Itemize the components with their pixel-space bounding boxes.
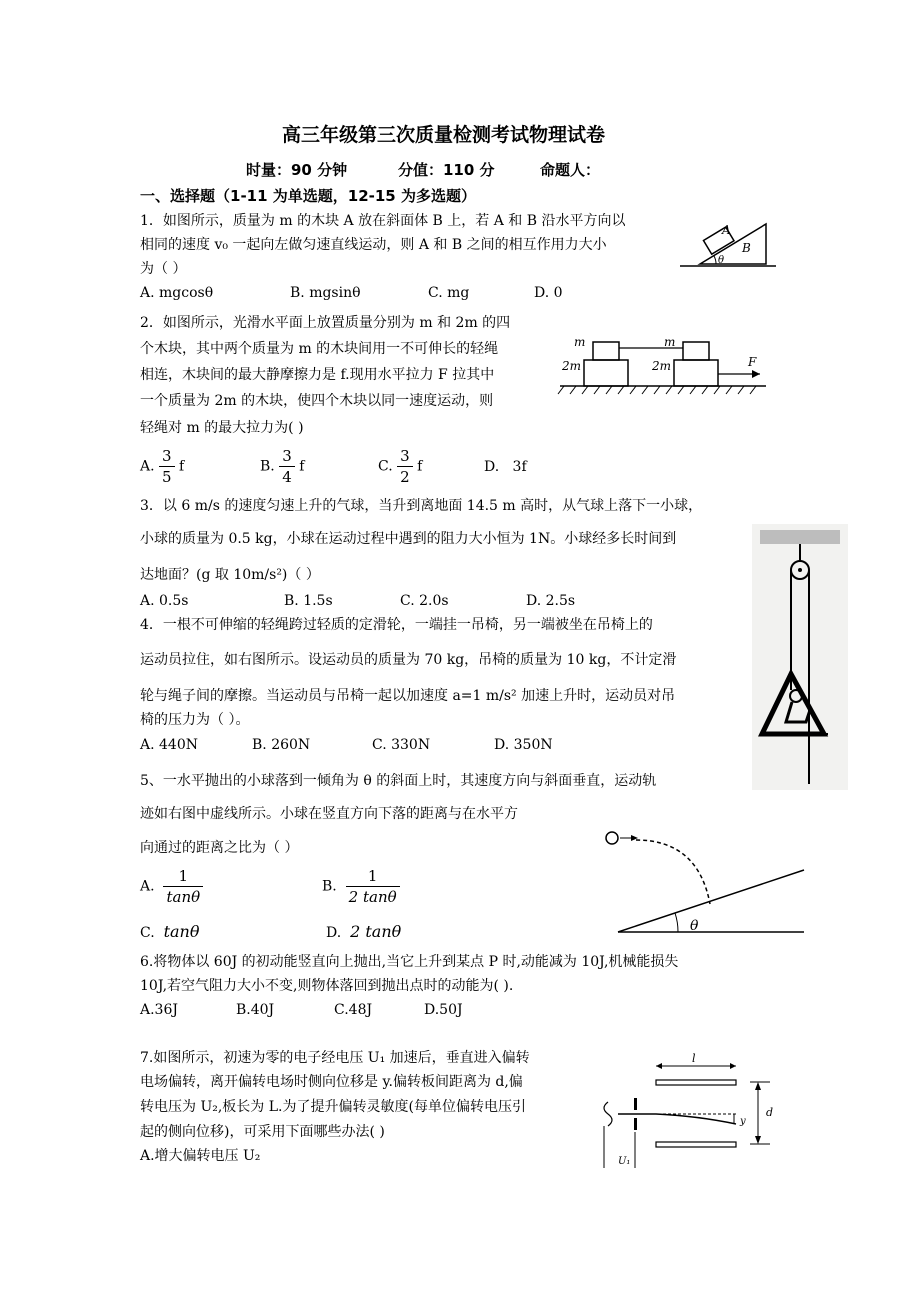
q7-label-l: l [692,1052,696,1065]
q3-option-b: B. 1.5s [284,593,333,609]
q4-line: 运动员拉住，如右图所示。设运动员的质量为 70 kg，吊椅的质量为 10 kg，不计定滑 [140,652,677,668]
exam-time: 时量：90 分钟 [246,161,348,179]
exam-score: 分值：110 分 [398,161,495,179]
q4-pulley-figure [752,524,848,790]
q5-label-theta: θ [690,918,699,934]
q1-incline-figure [680,210,780,272]
q7-deflection-figure [598,1052,784,1174]
q2-label-2m: 2m [562,359,582,373]
fraction: $\frac{3}{4}$ [279,446,295,487]
q7-line: 电场偏转，离开偏转电场时侧向位移是 y.偏转板间距离为 d,偏 [140,1074,523,1090]
q4-line: 轮与绳子间的摩擦。当运动员与吊椅一起以加速度 a=1 m/s² 加速上升时，运动员对吊 [140,688,676,704]
q2-line: 相连，木块间的最大静摩擦力是 f.现用水平拉力 F 拉其中 [140,367,495,383]
q5-option-c: C. tanθ [140,922,200,941]
q4-option-c: C. 330N [372,737,431,753]
q4-option-b: B. 260N [252,737,311,753]
q4-option-d: D. 350N [494,737,553,753]
q5-line: 迹如右图中虚线所示。小球在竖直方向下落的距离与在水平方 [140,806,518,822]
q5-line: 5、一水平抛出的小球落到一倾角为 θ 的斜面上时，其速度方向与斜面垂直，运动轨 [140,773,657,789]
q3-line: 3．以 6 m/s 的速度匀速上升的气球，当升到离地面 14.5 m 高时，从气球上落下一小球， [140,498,703,514]
q2-blocks-figure [560,334,770,400]
q3-line: 达地面？(g 取 10m/s²)（ ） [140,567,320,583]
q4-option-a: A. 440N [140,737,198,753]
q5-projectile-figure [598,826,808,938]
q1-option-a: A. mgcosθ [140,285,214,301]
q2-line: 个木块，其中两个质量为 m 的木块间用一不可伸长的轻绳 [140,341,499,357]
page-title: 高三年级第三次质量检测考试物理试卷 [282,124,606,146]
q6-line: 10J,若空气阻力大小不变,则物体落回到抛出点时的动能为( ). [140,978,514,994]
q7-line: 转电压为 U₂,板长为 L.为了提升偏转灵敏度(每单位偏转电压引 [140,1099,526,1115]
q3-option-c: C. 2.0s [400,593,449,609]
fraction: $\frac{1}{2 \tan\theta}$ [346,866,400,907]
q7-label-y: y [740,1116,746,1127]
q3-line: 小球的质量为 0.5 kg，小球在运动过程中遇到的阻力大小恒为 1N。小球经多长时间到 [140,531,677,547]
q1-option-c: C. mg [428,285,470,301]
q2-line: 2．如图所示，光滑水平面上放置质量分别为 m 和 2m 的四 [140,315,511,331]
q2-line: 一个质量为 2m 的木块，使四个木块以同一速度运动，则 [140,393,494,409]
q4-line: 4．一根不可伸缩的轻绳跨过轻质的定滑轮，一端挂一吊椅，另一端被坐在吊椅上的 [140,617,653,633]
q3-option-a: A. 0.5s [140,593,189,609]
q6-option-a: A.36J [140,1002,178,1018]
fraction: $\frac{3}{5}$ [159,446,175,487]
q2-option-a: A. $\frac{3}{5}$ f [140,447,185,486]
q1-line: 为（ ） [140,261,187,277]
fraction: $\frac{3}{2}$ [397,446,413,487]
q7-label-u1: U₁ [618,1156,631,1167]
q5-option-a: A. $\frac{1}{\tan\theta}$ [140,866,203,907]
q2-label-m: m [664,335,676,349]
q2-label-m: m [574,335,586,349]
section-heading: 一、选择题（1-11 为单选题，12-15 为多选题） [140,187,476,205]
q6-option-c: C.48J [334,1002,373,1018]
q2-label-2m: 2m [652,359,672,373]
q4-line: 椅的压力为（ ）。 [140,712,250,728]
q1-option-d: D. 0 [534,285,563,301]
q2-option-b: B. $\frac{3}{4}$ f [260,447,305,486]
q3-option-d: D. 2.5s [526,593,576,609]
q2-label-f: F [748,355,757,369]
q1-line: 1．如图所示，质量为 m 的木块 A 放在斜面体 B 上，若 A 和 B 沿水平方向以 [140,213,626,229]
exam-author: 命题人： [540,161,601,179]
q7-line: 起的侧向位移)，可采用下面哪些办法( ) [140,1124,385,1140]
q7-option-a: A.增大偏转电压 U₂ [140,1148,261,1164]
q2-option-d: D. 3f [484,459,527,475]
q2-option-c: C. $\frac{3}{2}$ f [378,447,423,486]
q1-line: 相同的速度 v₀ 一起向左做匀速直线运动，则 A 和 B 之间的相互作用力大小 [140,237,607,253]
q7-line: 7.如图所示，初速为零的电子经电压 U₁ 加速后，垂直进入偏转 [140,1050,530,1066]
q1-label-a: A [722,223,731,237]
fraction: $\frac{1}{\tan\theta}$ [163,866,203,907]
q5-line: 向通过的距离之比为（ ） [140,840,299,856]
q1-option-b: B. mgsinθ [290,285,361,301]
q5-option-d: D. 2 tanθ [326,922,402,941]
q5-option-b: B. $\frac{1}{2 \tan\theta}$ [322,866,400,907]
q6-line: 6.将物体以 60J 的初动能竖直向上抛出,当它上升到某点 P 时,动能减为 10J,机械能损失 [140,954,679,970]
q2-line: 轻绳对 m 的最大拉力为( ) [140,420,304,436]
q6-option-b: B.40J [236,1002,275,1018]
q1-label-b: B [742,241,751,255]
q1-label-theta: θ [718,255,725,266]
q7-label-d: d [766,1106,774,1119]
q6-option-d: D.50J [424,1002,463,1018]
